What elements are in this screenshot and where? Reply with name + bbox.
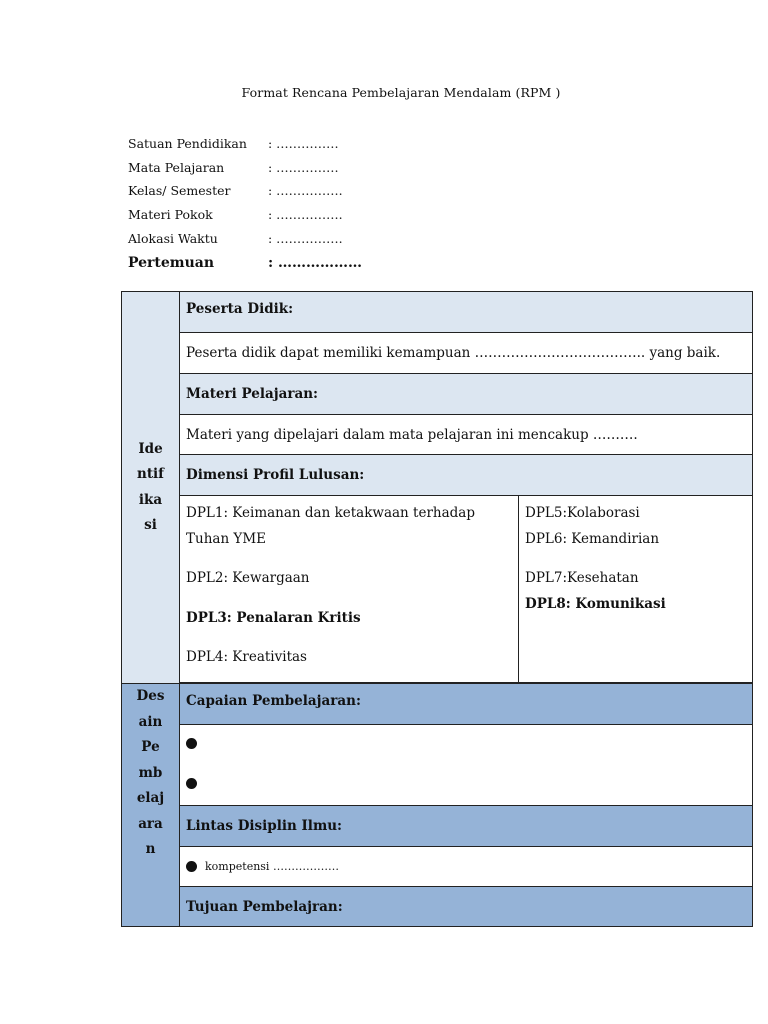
lintas-list xyxy=(180,847,753,887)
table-row xyxy=(122,455,753,496)
info-row-mapel xyxy=(128,156,362,180)
info-block xyxy=(128,132,362,276)
info-value: : ……………… xyxy=(268,254,363,271)
table-row xyxy=(122,333,753,374)
table-row xyxy=(122,806,753,847)
dimensi-header: Dimensi Profil Lulusan: xyxy=(180,455,753,496)
info-value: : ……………. xyxy=(268,183,343,199)
table-row xyxy=(122,292,753,333)
info-label: Satuan Pendidikan xyxy=(128,136,247,152)
bullet-icon xyxy=(186,778,197,789)
table-row xyxy=(122,725,753,806)
info-row-satuan xyxy=(128,132,362,156)
table-row xyxy=(122,415,753,455)
table-row xyxy=(122,496,753,683)
info-row-alokasi xyxy=(128,226,362,250)
materi-text: Materi yang dipelajari dalam mata pelajaran ini mencakup ………. xyxy=(180,415,753,455)
info-label: Kelas/ Semester xyxy=(128,183,231,199)
info-value: : ……………. xyxy=(268,230,343,246)
table-row xyxy=(122,684,753,725)
capaian-list xyxy=(180,725,753,806)
dpl-item-1: DPL1: Keimanan dan ketakwaan terhadap Tuhan YME xyxy=(186,505,475,547)
bullet-icon xyxy=(186,861,197,872)
info-value: : …………… xyxy=(268,136,339,152)
dpl-left-cell xyxy=(180,496,519,683)
list-item xyxy=(186,773,746,793)
identifikasi-side-label: Identifikasi xyxy=(122,292,180,684)
dpl-item-3: DPL3: Penalaran Kritis xyxy=(186,609,361,626)
info-value: : ……………. xyxy=(268,207,343,223)
info-label: Pertemuan xyxy=(128,254,215,271)
rpm-table xyxy=(121,291,753,927)
peserta-didik-text: Peserta didik dapat memiliki kemampuan ……………………………….. yang baik. xyxy=(180,333,753,374)
info-value: : …………… xyxy=(268,159,339,175)
info-row-kelas xyxy=(128,179,362,203)
dpl-right-cell xyxy=(519,496,753,683)
list-item xyxy=(186,857,746,877)
list-item xyxy=(186,733,746,753)
table-row xyxy=(122,887,753,927)
lintas-item: kompetensi ……………… xyxy=(205,859,339,873)
dpl-item-5: DPL5:Kolaborasi xyxy=(525,505,640,521)
dpl-item-6: DPL6: Kemandirian xyxy=(525,530,660,547)
info-label: Mata Pelajaran xyxy=(128,159,225,175)
lintas-header: Lintas Disiplin Ilmu: xyxy=(180,806,753,847)
desain-side-label: Desain Pembelajaran xyxy=(122,684,180,927)
bullet-icon xyxy=(186,738,197,749)
info-row-materi xyxy=(128,203,362,227)
tujuan-header: Tujuan Pembelajran: xyxy=(180,887,753,927)
info-row-pertemuan xyxy=(128,250,362,276)
dpl-item-2: DPL2: Kewargaan xyxy=(186,570,310,586)
dpl-item-4: DPL4: Kreativitas xyxy=(186,649,307,665)
document-title: Format Rencana Pembelajaran Mendalam (RPM ) xyxy=(241,85,561,100)
info-label: Alokasi Waktu xyxy=(128,230,218,246)
table-row xyxy=(122,374,753,415)
dpl-item-7: DPL7:Kesehatan xyxy=(525,570,639,586)
materi-header: Materi Pelajaran: xyxy=(180,374,753,415)
table-row xyxy=(122,847,753,887)
peserta-didik-header: Peserta Didik: xyxy=(180,292,753,333)
dpl-item-8: DPL8: Komunikasi xyxy=(525,595,666,612)
info-label: Materi Pokok xyxy=(128,207,213,223)
capaian-header: Capaian Pembelajaran: xyxy=(180,684,753,725)
